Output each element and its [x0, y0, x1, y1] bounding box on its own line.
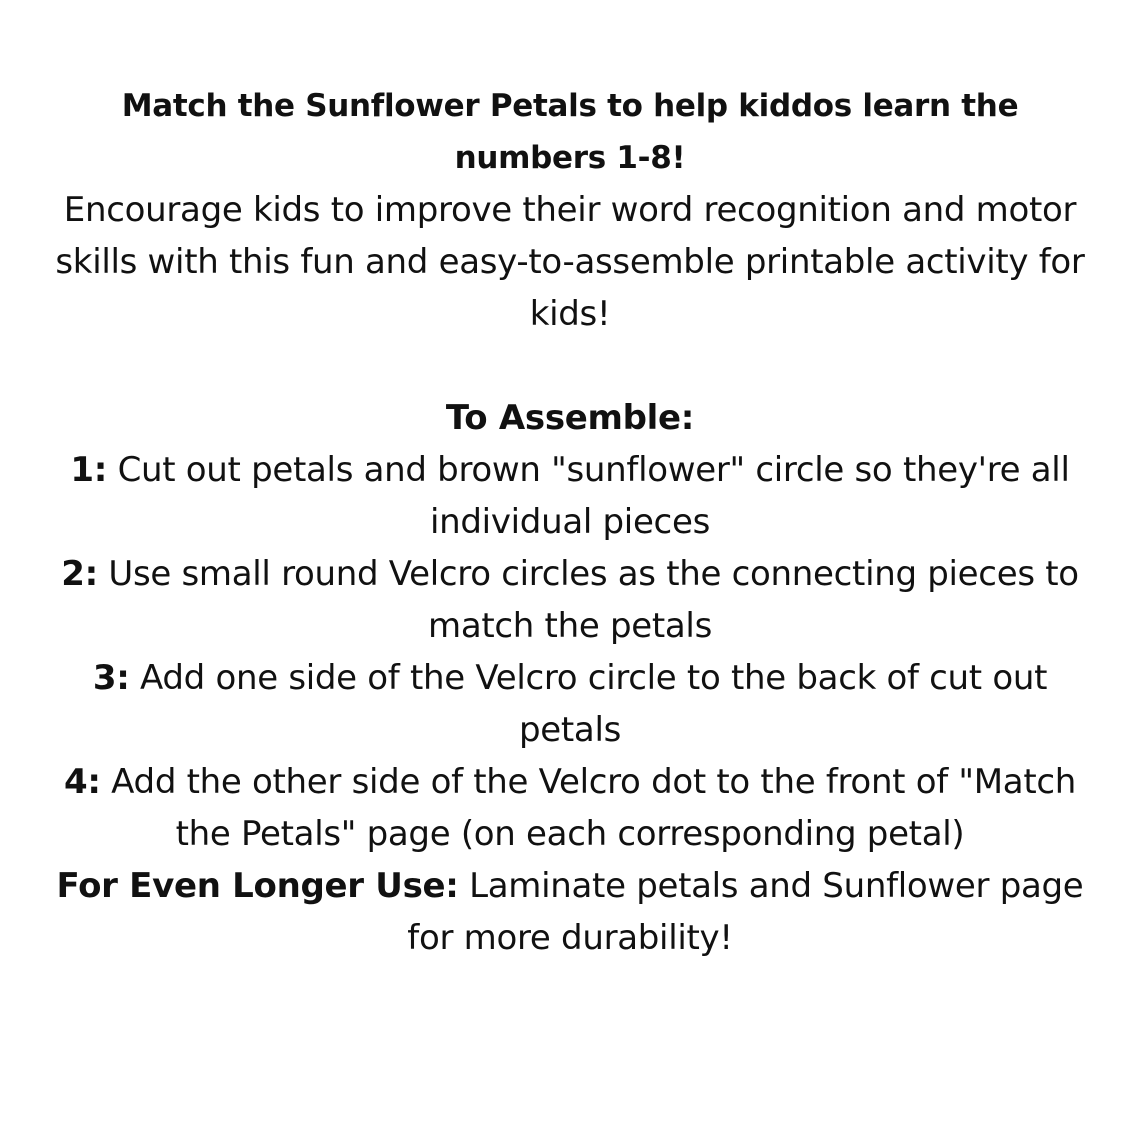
step-4-label: 4: — [64, 762, 101, 802]
step-1 — [50, 444, 1090, 548]
instructions-block — [50, 80, 1090, 964]
step-2-text: Use small round Velcro circles as the connecting pieces to match the petals — [108, 554, 1079, 646]
step-4-text: Add the other side of the Velcro dot to the front of "Match the Petals" page (on each corresponding petal) — [111, 762, 1076, 854]
step-3-label: 3: — [92, 658, 130, 698]
step-2 — [50, 548, 1090, 652]
step-2-label: 2: — [61, 554, 98, 594]
step-3 — [50, 652, 1090, 756]
spacer — [50, 340, 1090, 392]
step-1-text: Cut out petals and brown "sunflower" circle so they're all individual pieces — [117, 450, 1070, 542]
headline: Match the Sunflower Petals to help kiddos learn the numbers 1-8! — [121, 88, 1019, 176]
assemble-heading: To Assemble: — [445, 398, 695, 438]
step-1-label: 1: — [70, 450, 108, 490]
tip-label: For Even Longer Use: — [56, 866, 459, 906]
step-3-text: Add one side of the Velcro circle to the back of cut out petals — [140, 658, 1048, 750]
tip-text: Laminate petals and Sunflower page for more durability! — [407, 866, 1084, 958]
intro-text: Encourage kids to improve their word recognition and motor skills with this fun and easy-to-assemble printable activity for kids! — [55, 190, 1085, 334]
step-4 — [50, 756, 1090, 860]
tip — [50, 860, 1090, 964]
